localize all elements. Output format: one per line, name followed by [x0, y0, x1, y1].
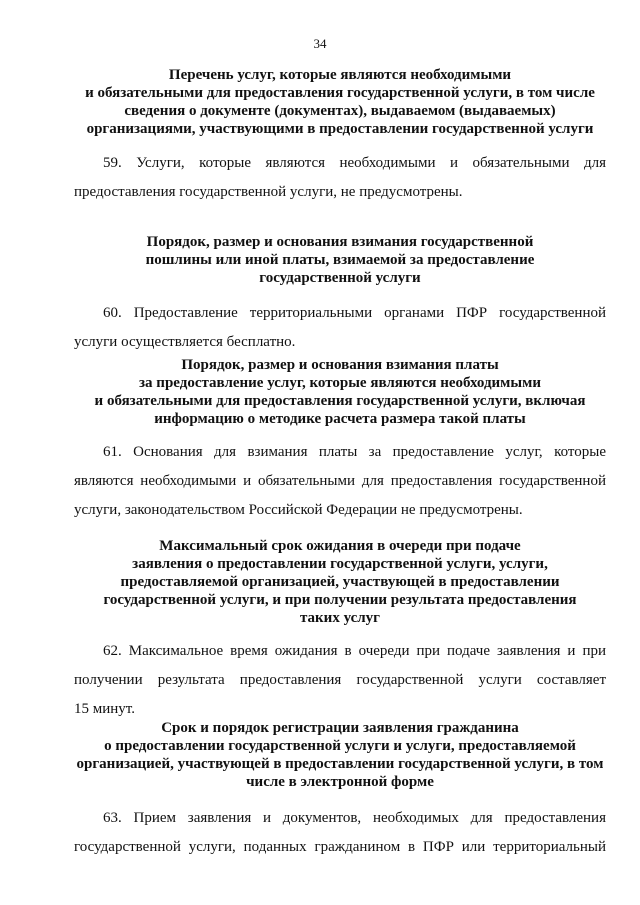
paragraph-line: являются необходимыми и обязательными для предоставления государственной	[74, 473, 606, 489]
paragraph-line: 61. Основания для взимания платы за предоставление услуг, которые	[103, 444, 606, 460]
paragraph-60	[74, 299, 606, 357]
paragraph-line: 62. Максимальное время ожидания в очереди при подаче заявления и при	[103, 643, 606, 659]
paragraph-line: государственной услуги, поданных гражданином в ПФР или территориальный	[74, 839, 606, 855]
paragraph-59	[74, 149, 606, 207]
paragraph-line: услуги осуществляется бесплатно.	[74, 334, 296, 350]
heading-line: о предоставлении государственной услуги и услуги, предоставляемой	[104, 738, 576, 754]
paragraph-62	[74, 637, 606, 724]
paragraph-line: 63. Прием заявления и документов, необходимых для предоставления	[103, 810, 606, 826]
heading-line: и обязательными для предоставления государственной услуги, в том числе	[85, 85, 595, 101]
heading-line: организацией, участвующей в предоставлении государственной услуги, в том	[76, 756, 604, 772]
section-heading-queue-time	[60, 537, 620, 627]
heading-line: числе в электронной форме	[246, 774, 434, 790]
heading-line: информацию о методике расчета размера такой платы	[154, 411, 526, 427]
heading-line: Порядок, размер и основания взимания государственной	[146, 234, 534, 250]
page-number: 34	[313, 36, 327, 51]
paragraph-line: 59. Услуги, которые являются необходимыми и обязательными для	[103, 155, 606, 171]
paragraph-61	[74, 438, 606, 525]
heading-line: за предоставление услуг, которые являются необходимыми	[139, 375, 541, 391]
heading-line: и обязательными для предоставления государственной услуги, включая	[94, 393, 586, 409]
heading-line: организациями, участвующими в предоставлении государственной услуги	[86, 121, 594, 137]
heading-line: государственной услуги, и при получении результата предоставления	[103, 592, 577, 608]
heading-line: предоставляемой организацией, участвующей в предоставлении	[120, 574, 560, 590]
heading-line: заявления о предоставлении государственной услуги, услуги,	[132, 556, 548, 572]
heading-line: сведения о документе (документах), выдаваемом (выдаваемых)	[124, 103, 556, 119]
heading-line: таких услуг	[299, 610, 380, 626]
section-heading-state-fee	[60, 233, 620, 287]
section-heading-payment	[60, 356, 620, 428]
heading-line: государственной услуги	[259, 270, 421, 286]
paragraph-line: получении результата предоставления государственной услуги составляет	[74, 672, 606, 688]
section-heading-services-list	[60, 66, 620, 138]
heading-line: Порядок, размер и основания взимания платы	[181, 357, 499, 373]
paragraph-63	[74, 804, 606, 862]
paragraph-line: предоставления государственной услуги, не предусмотрены.	[74, 184, 463, 200]
paragraph-line: 15 минут.	[74, 701, 135, 717]
paragraph-line: 60. Предоставление территориальными органами ПФР государственной	[103, 305, 606, 321]
heading-line: Перечень услуг, которые являются необходимыми	[168, 67, 512, 83]
heading-line: Максимальный срок ожидания в очереди при подаче	[159, 538, 521, 554]
heading-line: пошлины или иной платы, взимаемой за предоставление	[145, 252, 535, 268]
section-heading-registration	[60, 719, 620, 791]
heading-line: Срок и порядок регистрации заявления гражданина	[161, 720, 519, 736]
paragraph-line: услуги, законодательством Российской Федерации не предусмотрены.	[74, 502, 523, 518]
